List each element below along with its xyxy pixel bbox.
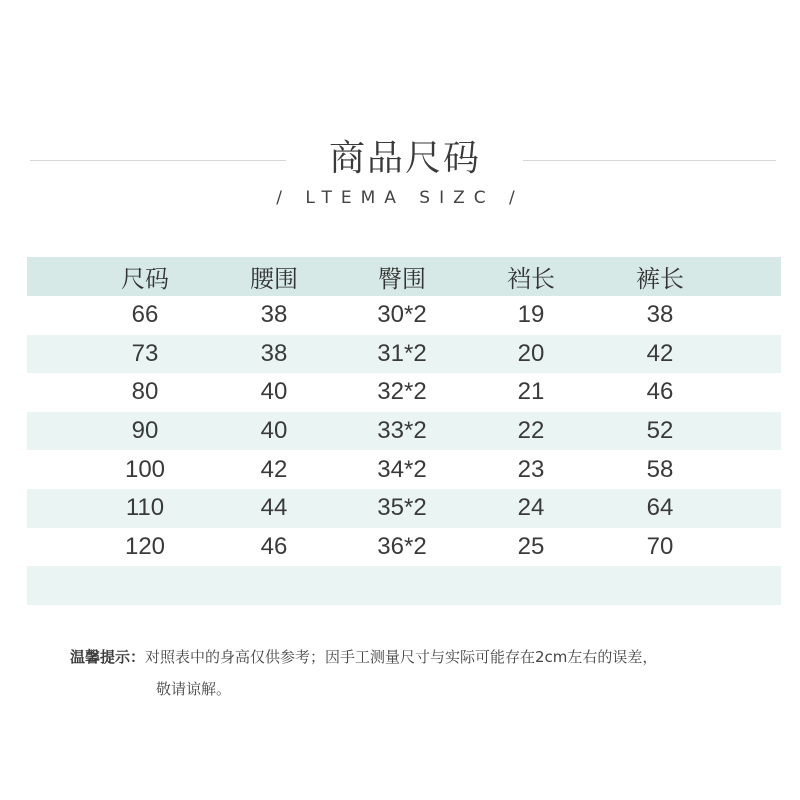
size-note: [70, 641, 770, 705]
table-cell: 22: [517, 417, 545, 445]
table-cell: 33*2: [377, 417, 427, 445]
table-cell: 38: [646, 301, 674, 329]
table-cell: 120: [124, 532, 166, 560]
title-row: [0, 134, 800, 184]
header-cell-waist: 腰围: [250, 265, 298, 293]
table-cell: 23: [517, 455, 545, 483]
table-cell: 32*2: [377, 378, 427, 406]
table-cell: 30*2: [377, 301, 427, 329]
table-cell: 38: [260, 301, 288, 329]
table-cell: 36*2: [377, 532, 427, 560]
table-cell: 20: [517, 339, 545, 367]
table-cell: 34*2: [377, 455, 427, 483]
table-cell: 42: [646, 339, 674, 367]
table-row: [27, 412, 781, 451]
table-cell: 80: [131, 378, 159, 406]
table-cell: 70: [646, 532, 674, 560]
table-row: [27, 373, 781, 412]
table-row: [27, 528, 781, 567]
title-divider-left: [30, 160, 286, 161]
table-cell: 66: [131, 301, 159, 329]
table-cell: 46: [260, 532, 288, 560]
table-cell: 21: [517, 378, 545, 406]
table-cell: 44: [260, 494, 288, 522]
note-line-1: [70, 641, 770, 673]
table-cell: 31*2: [377, 339, 427, 367]
header-cell-size: 尺码: [121, 265, 169, 293]
note-label: 温馨提示：: [70, 648, 146, 666]
table-cell: 38: [260, 339, 288, 367]
table-cell: 52: [646, 417, 674, 445]
table-cell: 64: [646, 494, 674, 522]
table-cell: 35*2: [377, 494, 427, 522]
table-cell: 40: [260, 378, 288, 406]
table-cell: 40: [260, 417, 288, 445]
table-header-row: [27, 257, 781, 296]
header-cell-rise: 裆长: [507, 265, 555, 293]
title-divider-right: [523, 160, 776, 161]
table-cell: 25: [517, 532, 545, 560]
table-cell: 110: [125, 494, 165, 522]
table-footer-row: [27, 566, 781, 605]
table-cell: 100: [124, 455, 166, 483]
table-row: [27, 335, 781, 374]
table-row: [27, 489, 781, 528]
table-cell: 46: [646, 378, 674, 406]
note-text-line-1: 对照表中的身高仅供参考；因手工测量尺寸与实际可能存在2cm左右的误差，: [145, 648, 658, 666]
table-cell: 58: [646, 455, 674, 483]
page-subtitle: / LTEMA SIZC /: [276, 188, 524, 208]
note-text-line-2: 敬请谅解。: [156, 680, 232, 698]
page-title: 商品尺码: [328, 138, 481, 179]
table-row: [27, 296, 781, 335]
size-table: [27, 257, 781, 605]
table-cell: 24: [517, 494, 545, 522]
header-cell-length: 裤长: [636, 265, 684, 293]
table-cell: 19: [517, 301, 545, 329]
table-row: [27, 450, 781, 489]
table-cell: 73: [131, 339, 159, 367]
table-cell: 90: [131, 417, 159, 445]
header-cell-hip: 臀围: [378, 265, 426, 293]
table-cell: 42: [260, 455, 288, 483]
